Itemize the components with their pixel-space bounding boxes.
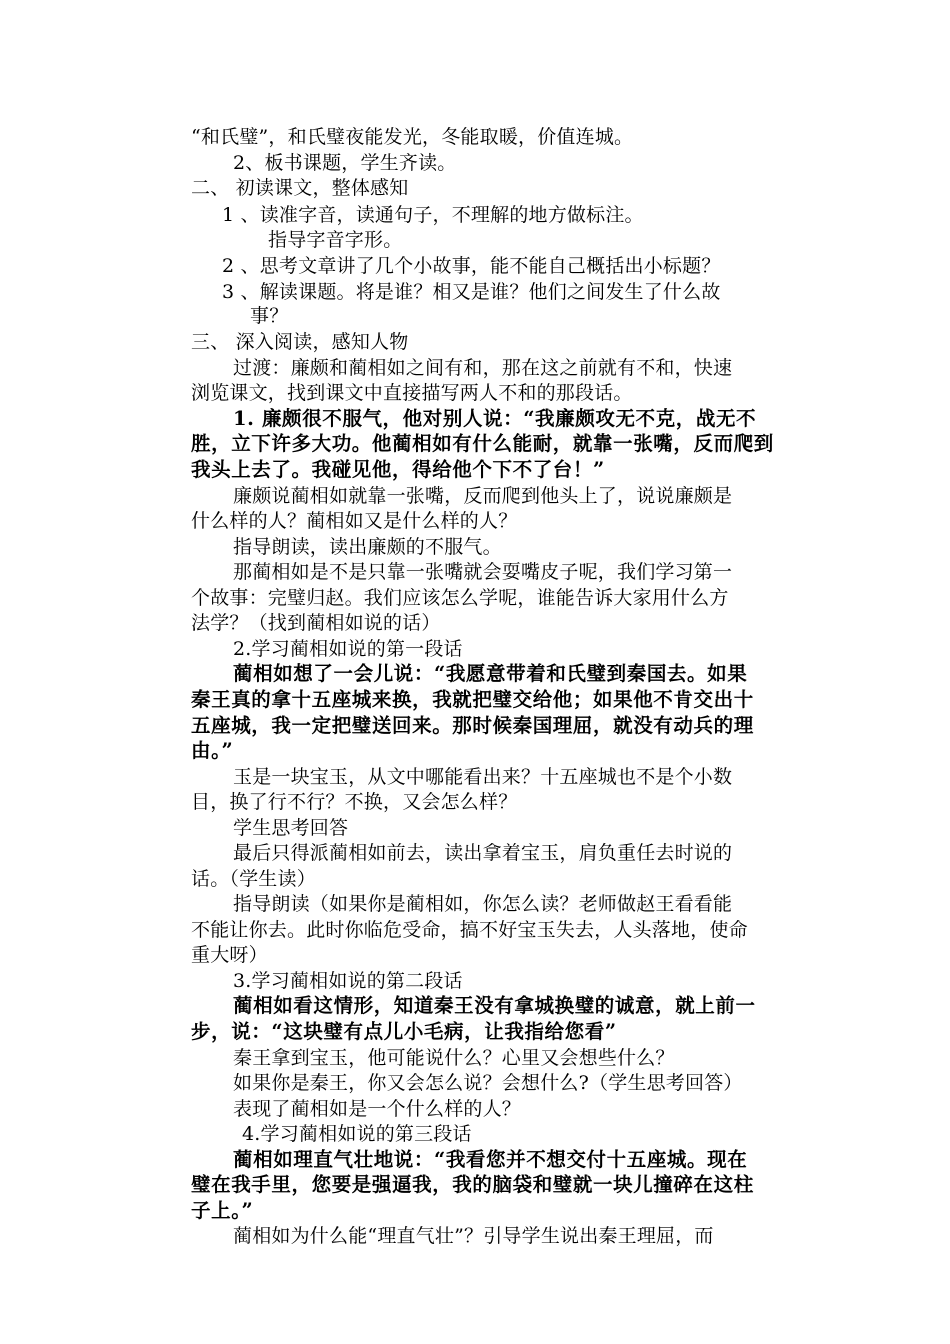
- text-line: 秦王拿到宝玉，他可能说什么？心里又会想些什么？: [233, 1047, 675, 1069]
- text-line: 事？: [250, 305, 289, 327]
- text-line: 表现了蔺相如是一个什么样的人？: [233, 1098, 522, 1120]
- quote-line: 子上。”: [191, 1199, 254, 1222]
- text-line: 蔺相如为什么能“理直气壮”？引导学生说出秦王理屈，而: [233, 1225, 714, 1247]
- text-line: 指导朗读，读出廉颇的不服气。: [233, 536, 502, 558]
- subsection-heading: 3.学习蔺相如说的第二段话: [233, 970, 463, 992]
- text-line: 不能让你去。此时你临危受命，搞不好宝玉失去，人头落地，使命: [191, 919, 748, 941]
- quote-line: 步，说：“这块璧有点儿小毛病，让我指给您看”: [191, 1020, 617, 1043]
- list-item: 1 、读准字音，读通句子，不理解的地方做标注。: [222, 204, 644, 226]
- text-line: 2、板书课题，学生齐读。: [233, 152, 457, 174]
- text-line: “和氏璧”，和氏璧夜能发光，冬能取暖，价值连城。: [191, 126, 634, 148]
- text-line: 法学？（找到蔺相如说的话）: [191, 612, 441, 634]
- text-line: 廉颇说蔺相如就靠一张嘴，反而爬到他头上了，说说廉颇是: [233, 485, 733, 507]
- text-line: 玉是一块宝玉，从文中哪能看出来？十五座城也不是个小数: [233, 766, 733, 788]
- text-line: 浏览课文，找到课文中直接描写两人不和的那段话。: [191, 382, 633, 404]
- quote-line: 五座城，我一定把璧送回来。那时候秦国理屈，就没有动兵的理: [191, 714, 754, 737]
- text-line: 学生思考回答: [233, 817, 349, 839]
- text-line: 如果你是秦王，你又会怎么说？会想什么?（学生思考回答）: [233, 1072, 743, 1094]
- quote-line: 我头上去了。我碰见他，得给他个下不了台！”: [191, 458, 605, 481]
- quote-line: 由。”: [191, 739, 234, 762]
- subsection-heading: 2.学习蔺相如说的第一段话: [233, 638, 463, 660]
- list-item: 2 、思考文章讲了几个小故事，能不能自己概括出小标题？: [222, 255, 721, 277]
- section-heading: 三、 深入阅读，感知人物: [191, 331, 409, 353]
- quote-line: 1. 廉颇很不服气，他对别人说：“我廉颇攻无不克，战无不: [233, 407, 757, 430]
- section-heading: 二、 初读课文，整体感知: [191, 177, 409, 199]
- subsection-heading: 4.学习蔺相如说的第三段话: [242, 1123, 472, 1145]
- quote-line: 秦王真的拿十五座城来换，我就把璧交给他；如果他不肯交出十: [191, 688, 754, 711]
- text-line: 话。（学生读）: [191, 868, 316, 890]
- quote-line: 蔺相如想了一会儿说：“我愿意带着和氏璧到秦国去。如果: [233, 662, 748, 685]
- quote-line: 蔺相如看这情形，知道秦王没有拿城换璧的诚意，就上前一: [233, 994, 756, 1017]
- text-line: 指导朗读（如果你是蔺相如，你怎么读？老师做赵王看看能: [233, 893, 733, 915]
- text-line: 最后只得派蔺相如前去，读出拿着宝玉，肩负重任去时说的: [233, 842, 733, 864]
- quote-line: 胜，立下许多大功。他蔺相如有什么能耐，就靠一张嘴，反而爬到: [191, 432, 774, 455]
- text-line: 什么样的人？蔺相如又是什么样的人？: [191, 510, 518, 532]
- text-line: 个故事：完璧归赵。我们应该怎么学呢，谁能告诉大家用什么方: [191, 587, 729, 609]
- quote-line: 蔺相如理直气壮地说：“我看您并不想交付十五座城。现在: [233, 1148, 748, 1171]
- list-item: 3 、解读课题。将是谁？相又是谁？他们之间发生了什么故: [222, 281, 721, 303]
- text-line: 过渡：廉颇和蔺相如之间有和，那在这之前就有不和，快速: [233, 357, 733, 379]
- text-line: 重大呀）: [191, 944, 268, 966]
- text-line: 那蔺相如是不是只靠一张嘴就会耍嘴皮子呢，我们学习第一: [233, 561, 733, 583]
- text-line: 指导字音字形。: [268, 229, 403, 251]
- quote-line: 璧在我手里，您要是强逼我，我的脑袋和璧就一块儿撞碎在这柱: [191, 1173, 754, 1196]
- text-line: 目，换了行不行？不换，又会怎么样？: [191, 791, 518, 813]
